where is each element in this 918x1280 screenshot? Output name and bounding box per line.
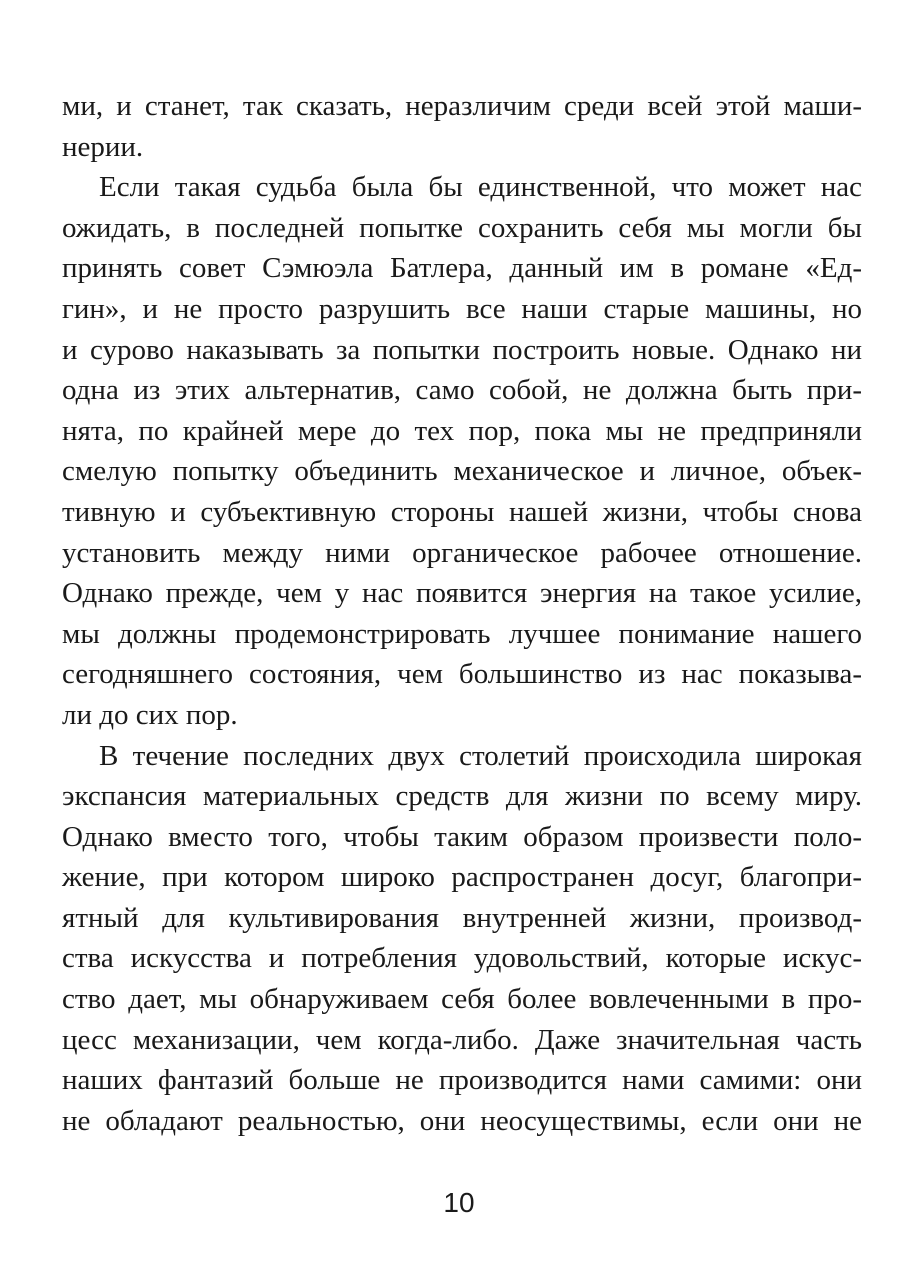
text-line: тивную и субъективную стороны нашей жизни, чтобы снова [62, 495, 862, 528]
text-line: одна из этих альтернатив, само собой, не должна быть при- [62, 374, 862, 407]
text-line: ожидать, в последней попытке сохранить себя мы могли бы [62, 211, 862, 244]
text-line: наших фантазий больше не производится нами самими: они [62, 1064, 862, 1097]
paragraph-3 [62, 736, 862, 1142]
text-line: гин», и не просто разрушить все наши старые машины, но [62, 292, 862, 325]
text-line: сегодняшнего состояния, чем большинство из нас показыва- [62, 658, 862, 691]
text-line: не обладают реальностью, они неосуществимы, если они не [62, 1104, 862, 1137]
text-line: смелую попытку объединить механическое и личное, объек- [62, 455, 862, 488]
text-line: и сурово наказывать за попытки построить новые. Однако ни [62, 333, 862, 366]
text-line: ми, и станет, так сказать, неразличим среди всей этой маши- [62, 90, 862, 122]
text-line: установить между ними органическое рабочее отношение. [62, 536, 862, 569]
text-line: мы должны продемонстрировать лучшее понимание нашего [62, 617, 862, 650]
text-line: ства искусства и потребления удовольствий, которые искус- [62, 942, 862, 975]
text-line: принять совет Сэмюэла Батлера, данный им в романе «Ед- [62, 252, 862, 285]
paragraph-1 [62, 86, 862, 167]
text-line: жение, при котором широко распространен досуг, благопри- [62, 861, 862, 894]
text-line: Если такая судьба была бы единственной, что может нас [99, 171, 862, 204]
text-line: В течение последних двух столетий происходила широкая [99, 739, 862, 772]
text-line: экспансия материальных средств для жизни по всему миру. [62, 780, 862, 813]
text-line: Однако вместо того, чтобы таким образом произвести поло- [62, 820, 862, 853]
page-number: 10 [443, 1187, 475, 1218]
text-line: ли до сих пор. [62, 698, 238, 731]
text-line: ство дает, мы обнаруживаем себя более вовлеченными в про- [62, 983, 862, 1016]
page-body [62, 86, 862, 1141]
paragraph-2 [62, 167, 862, 735]
text-line: нерии. [62, 130, 144, 163]
text-line: Однако прежде, чем у нас появится энергия на такое усилие, [62, 577, 862, 610]
text-line: цесс механизации, чем когда-либо. Даже значительная часть [62, 1023, 862, 1056]
text-line: нята, по крайней мере до тех пор, пока мы не предприняли [62, 414, 862, 447]
text-line: ятный для культивирования внутренней жизни, производ- [62, 901, 862, 934]
